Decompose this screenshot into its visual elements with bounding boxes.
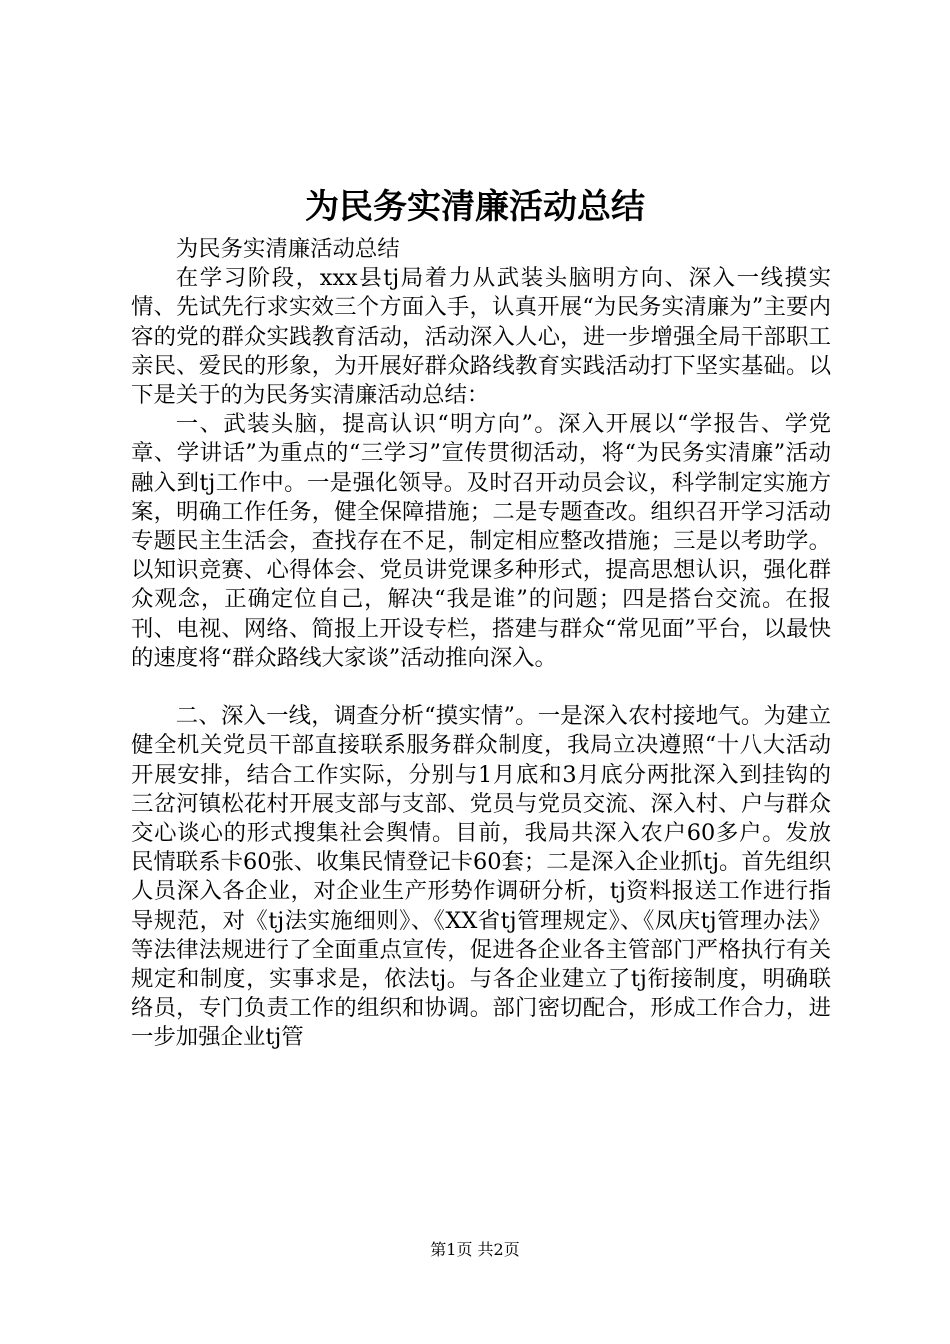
paragraph-subtitle: 为民务实清廉活动总结	[175, 236, 400, 262]
document-body	[131, 235, 831, 1053]
document-title: 为民务实清廉活动总结	[305, 187, 645, 227]
paragraph-section-2: 二、深入一线，调查分析“摸实情”。一是深入农村接地气。为建立健全机关党员干部直接联系服务群众制度，我局立决遵照“十八大活动开展安排，结合工作实际，分别与1月底和3月底分两批深入到挂钩的三岔河镇松花村开展支部与支部、党员与党员交流、深入村、户与群众交心谈心的形式搜集社会舆情。目前，我局共深入农户60多户。发放民情联系卡60张、收集民情登记卡60套；二是深入企业抓tj。首先组织人员深入各企业，对企业生产形势作调研分析，tj资料报送工作进行指导规范，对《tj法实施细则》、《XX省tj管理规定》、《凤庆tj管理办法》等法律法规进行了全面重点宣传，促进各企业各主管部门严格执行有关规定和制度，实事求是，依法tj。与各企业建立了tj衔接制度，明确联络员，专门负责工作的组织和协调。部门密切配合，形成工作合力，进一步加强企业tj管	[131, 703, 831, 1051]
paragraph-intro: 在学习阶段，xxx县tj局着力从武装头脑明方向、深入一线摸实情、先试先行求实效三个方面入手，认真开展“为民务实清廉为”主要内容的党的群众实践教育活动，活动深入人心，进一步增强全局干部职工亲民、爱民的形象，为开展好群众路线教育实践活动打下坚实基础。以下是关于的为民务实清廉活动总结：	[131, 265, 831, 409]
paragraph-section-1: 一、武装头脑，提高认识“明方向”。深入开展以“学报告、学党章、学讲话”为重点的“三学习”宣传贯彻活动，将“为民务实清廉”活动融入到tj工作中。一是强化领导。及时召开动员会议，科学制定实施方案，明确工作任务，健全保障措施；二是专题查改。组织召开学习活动专题民主生活会，查找存在不足，制定相应整改措施；三是以考助学。以知识竞赛、心得体会、党员讲党课多种形式，提高思想认识，强化群众观念，正确定位自己，解决“我是谁”的问题；四是搭台交流。在报刊、电视、网络、简报上开设专栏，搭建与群众“常见面”平台，以最快的速度将“群众路线大家谈”活动推向深入。	[131, 411, 831, 671]
page-footer: 第1页 共2页	[430, 1240, 520, 1259]
